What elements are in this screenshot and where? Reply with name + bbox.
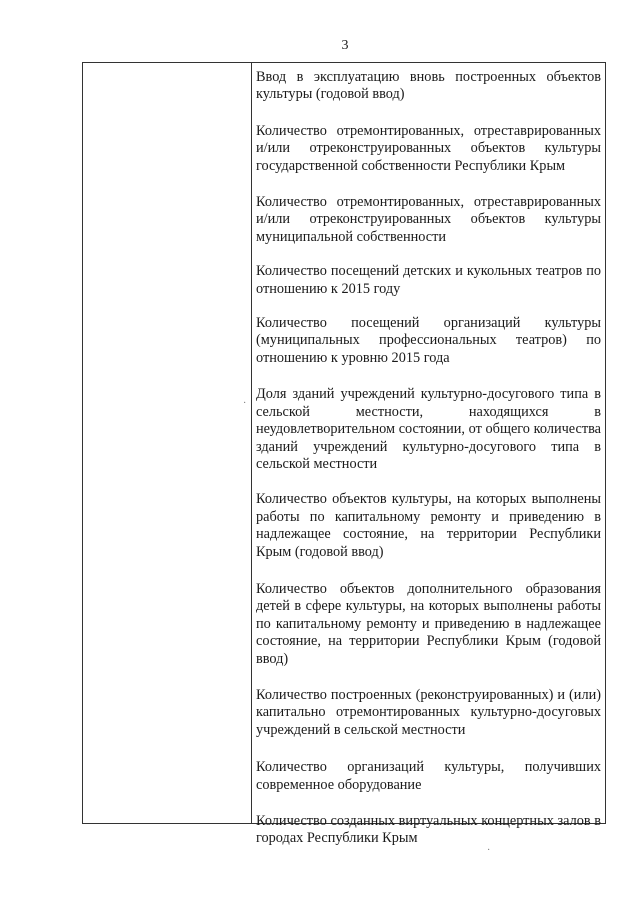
scan-speck: · [487,845,491,856]
indicator-item: Количество организаций культуры, получивших современное оборудование [256,759,601,793]
indicator-item: Количество посещений детских и кукольных театров по отношению к 2015 году [256,263,601,297]
indicators-table [82,62,606,847]
page-number: 3 [341,38,349,53]
table-left-column [83,63,252,823]
indicator-item: Доля зданий учреждений культурно-досугового типа в сельской местности, находящихся в неудовлетворительном состоянии, от общего количества зданий учреждений культурно-досугового типа в сельской местности [256,386,601,472]
indicator-item: Количество объектов дополнительного образования детей в сфере культуры, на которых выполнены работы по капитальному ремонту и приведению в надлежащее состояние, на территории Республики Крым (годовой ввод) [256,580,601,667]
indicator-item: Количество объектов культуры, на которых выполнены работы по капитальному ремонту и приведению в надлежащее состояние, на территории Республики Крым (годовой ввод) [256,491,601,560]
scan-speck: · [243,398,247,409]
indicator-item: Количество посещений организаций культуры (муниципальных профессиональных театров) по отношению к уровню 2015 года [256,315,601,366]
indicator-item: Количество созданных виртуальных концертных залов в городах Республики Крым [256,813,601,847]
indicator-item: Количество отремонтированных, отреставрированных и/или отреконструированных объектов культуры государственной собственности Республики Крым [256,122,601,174]
indicator-item: Количество отремонтированных, отреставрированных и/или отреконструированных объектов культуры муниципальной собственности [256,194,601,245]
indicator-item: Ввод в эксплуатацию вновь построенных объектов культуры (годовой ввод) [256,69,601,103]
table-right-column [252,63,605,847]
indicator-item: Количество построенных (реконструированных) и (или) капитально отремонтированных культурно-досуговых учреждений в сельской местности [256,686,601,738]
